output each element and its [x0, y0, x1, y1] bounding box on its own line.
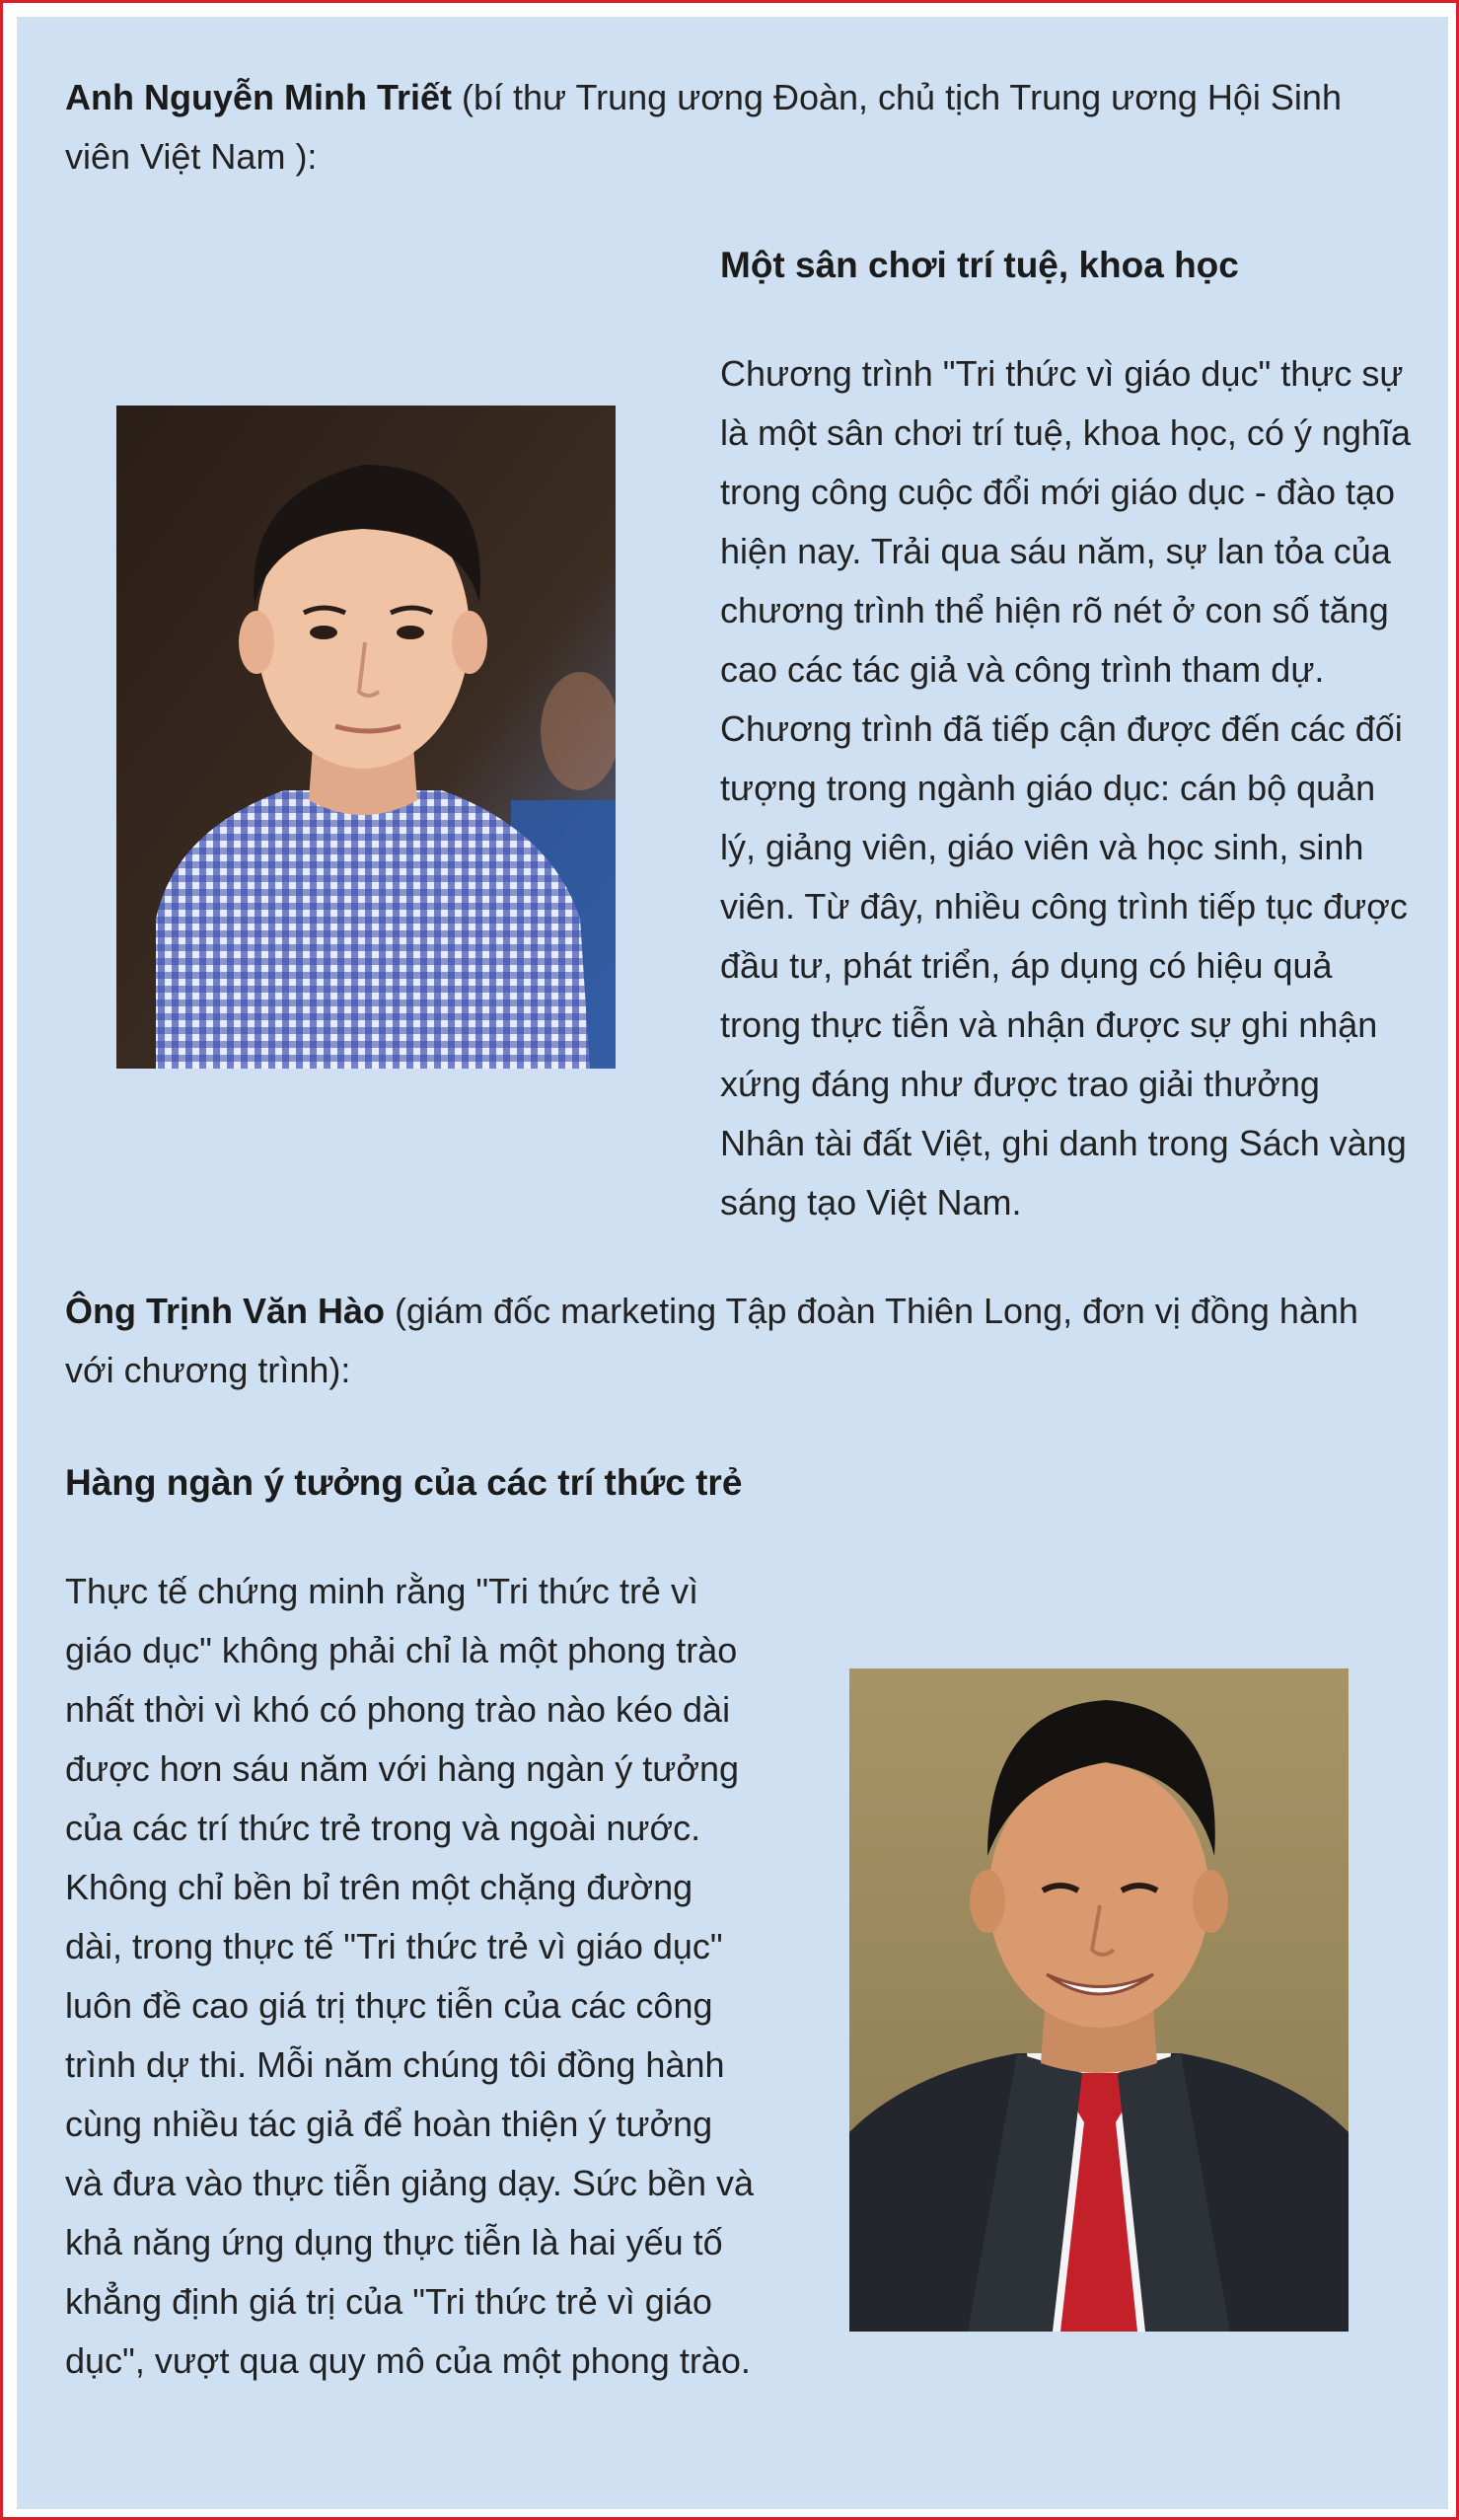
- speaker-intro-1: [65, 68, 1407, 186]
- quote-panel: [17, 17, 1448, 2509]
- section-heading-2: Hàng ngàn ý tưởng của các trí thức trẻ: [65, 1462, 743, 1503]
- section-body-2: Thực tế chứng minh rằng "Tri thức trẻ vì giáo dục" không phải chỉ là một phong trào nhất thời vì khó có phong trào nào kéo dài được hơn sáu năm với hàng ngàn ý tưởng của các trí thức trẻ trong và ngoài nước. Không chỉ bền bỉ trên một chặng đường dài, trong thực tế "Tri thức trẻ vì giáo dục" luôn đề cao giá trị thực tiễn của các công trình dự thi. Mỗi năm chúng tôi đồng hành cùng nhiều tác giả để hoàn thiện ý tưởng và đưa vào thực tiễn giảng dạy. Sức bền và khả năng ứng dụng thực tiễn là hai yếu tố khẳng định giá trị của "Tri thức trẻ vì giáo dục", vượt qua quy mô của một phong trào.: [65, 1571, 755, 2381]
- speaker-role-2: (giám đốc marketing Tập đoàn Thiên Long, đơn vị đồng hành với chương trình):: [65, 1291, 1358, 1390]
- speaker-intro-2: [65, 1282, 1407, 1400]
- speaker-name-2: Ông Trịnh Văn Hào: [65, 1291, 386, 1331]
- section-body-1: Chương trình "Tri thức vì giáo dục" thực sự là một sân chơi trí tuệ, khoa học, có ý nghĩa trong công cuộc đổi mới giáo dục - đào tạo hiện nay. Trải qua sáu năm, sự lan tỏa của chương trình thể hiện rõ nét ở con số tăng cao các tác giả và công trình tham dự. Chương trình đã tiếp cận được đến các đối tượng trong ngành giáo dục: cán bộ quản lý, giảng viên, giáo viên và học sinh, sinh viên. Từ đây, nhiều công trình tiếp tục được đầu tư, phát triển, áp dụng có hiệu quả trong thực tiễn và nhận được sự ghi nhận xứng đáng như được trao giải thưởng Nhân tài đất Việt, ghi danh trong Sách vàng sáng tạo Việt Nam.: [720, 353, 1411, 1223]
- section-heading-1: Một sân chơi trí tuệ, khoa học: [720, 245, 1239, 285]
- speaker-name-1: Anh Nguyễn Minh Triết: [65, 77, 452, 117]
- portrait-photo-2: [849, 1668, 1349, 2332]
- portrait-photo-1: [116, 406, 616, 1069]
- speaker-role-1: (bí thư Trung ương Đoàn, chủ tịch Trung ương Hội Sinh viên Việt Nam ):: [65, 77, 1342, 177]
